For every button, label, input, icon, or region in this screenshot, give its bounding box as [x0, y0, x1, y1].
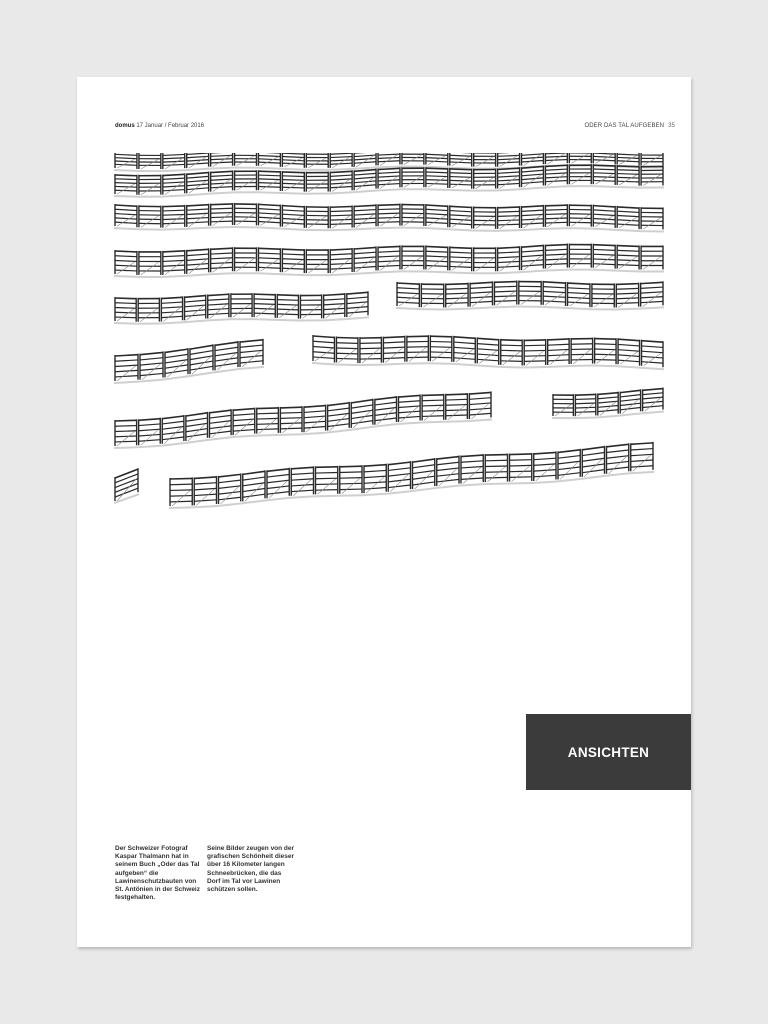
- running-head-left: [115, 122, 204, 130]
- fence-row: [552, 388, 664, 419]
- fence-row: [114, 468, 139, 503]
- fence-row: [114, 291, 369, 323]
- magazine-page: [77, 77, 691, 947]
- caption-column-1: Der Schweizer Fotograf Kaspar Thalmann hat in seinem Buch „Oder das Tal aufgeben“ die Lawinenschutzbauten von St. Antönien in der Schweiz festgehalten.: [115, 845, 200, 902]
- caption-column-2: Seine Bilder zeugen von der grafischen Schönheit dieser über 16 Kilometer langen Schneebrücken, die das Dorf im Tal vor Lawinen schützen sollen.: [207, 845, 295, 894]
- fence-row: [396, 281, 664, 310]
- section-title: ODER DAS TAL AUFGEBEN: [584, 123, 665, 129]
- running-head-right: [584, 122, 675, 130]
- fence-row: [312, 335, 664, 369]
- fence-row: [114, 391, 492, 448]
- fence-row: [114, 203, 664, 231]
- section-label-box: [526, 714, 691, 790]
- page-number: 35: [668, 123, 675, 129]
- section-label: ANSICHTEN: [567, 744, 650, 760]
- issue-date: 17 Januar / Februar 2016: [136, 123, 205, 129]
- fence-row: [169, 442, 654, 508]
- fence-row: [114, 244, 664, 277]
- magazine-name: domus: [115, 123, 135, 129]
- fence-row: [114, 339, 264, 383]
- snow-fence-image: [114, 153, 664, 518]
- avalanche-fence-photo: [114, 153, 664, 518]
